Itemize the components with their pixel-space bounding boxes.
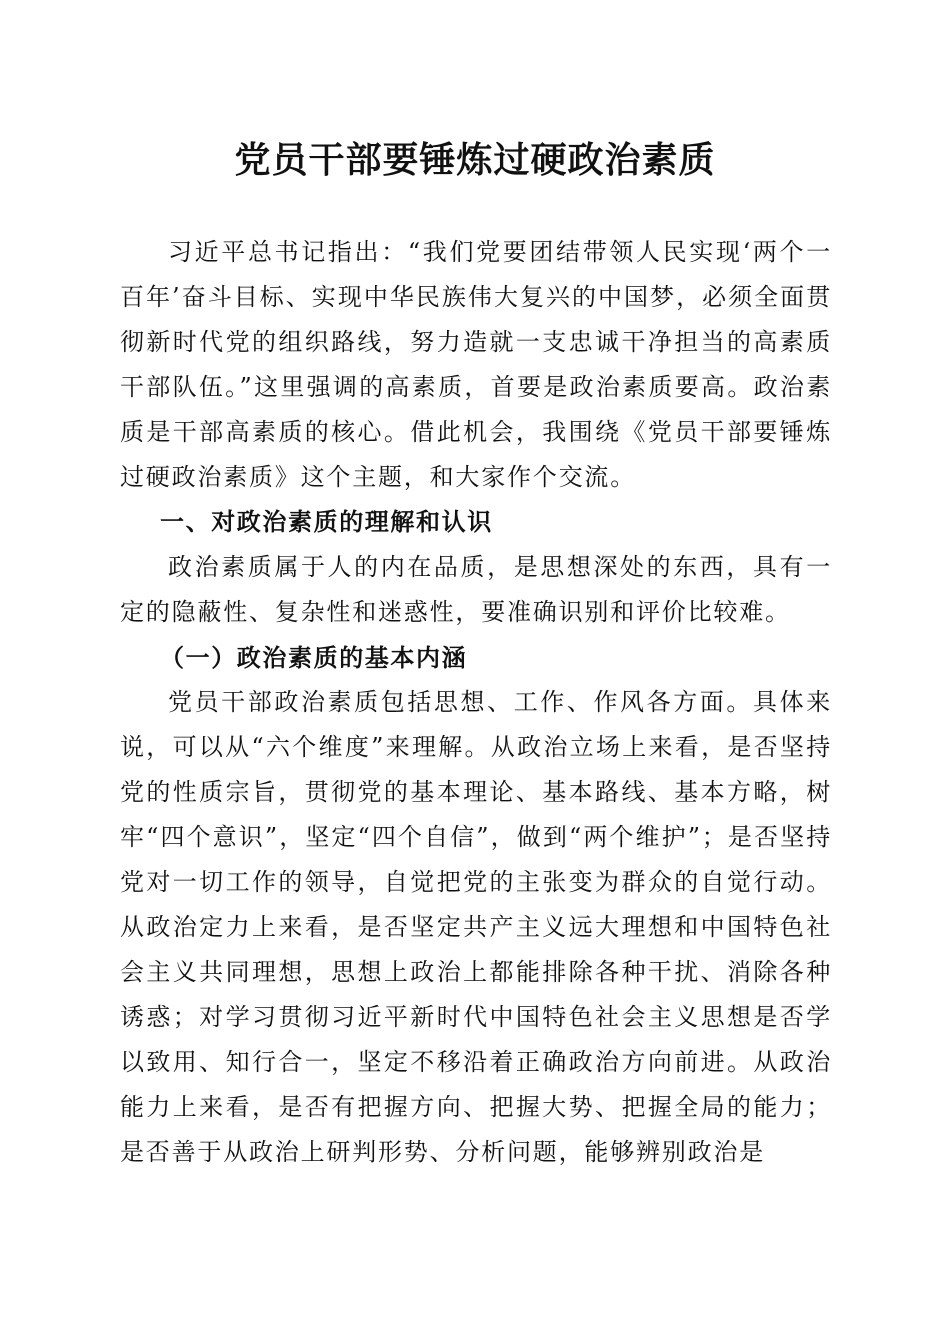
subsection-heading-1: （一）政治素质的基本内涵 <box>160 643 468 672</box>
subsection-1-paragraph: 党员干部政治素质包括思想、工作、作风各方面。具体来说，可以从“六个维度”来理解。从政治立场上来看，是否坚持党的性质宗旨，贯彻党的基本理论、基本路线、基本方略，树牢“四个意识”，坚定“四个自信”，做到“两个维护”；是否坚持党对一切工作的领导，自觉把党的主张变为群众的自觉行动。从政治定力上来看，是否坚定共产主义远大理想和中国特色社会主义共同理想，思想上政治上都能排除各种干扰、消除各种诱惑；对学习贯彻习近平新时代中国特色社会主义思想是否学以致用、知行合一，坚定不移沿着正确政治方向前进。从政治能力上来看，是否有把握方向、把握大势、把握全局的能力；是否善于从政治上研判形势、分析问题，能够辨别政治是 <box>120 688 832 1166</box>
document-body <box>120 230 832 1175</box>
section-1-paragraph: 政治素质属于人的内在品质，是思想深处的东西，具有一定的隐蔽性、复杂性和迷惑性，要准确识别和评价比较难。 <box>120 553 832 626</box>
document-title: 党员干部要锤炼过硬政治素质 <box>234 139 716 181</box>
section-heading-1: 一、对政治素质的理解和认识 <box>160 508 493 536</box>
intro-paragraph: 习近平总书记指出：“我们党要团结带领人民实现‘两个一百年’奋斗目标、实现中华民族伟大复兴的中国梦，必须全面贯彻新时代党的组织路线，努力造就一支忠诚干净担当的高素质干部队伍。”这里强调的高素质，首要是政治素质要高。政治素质是干部高素质的核心。借此机会，我围绕《党员干部要锤炼过硬政治素质》这个主题，和大家作个交流。 <box>120 238 832 491</box>
